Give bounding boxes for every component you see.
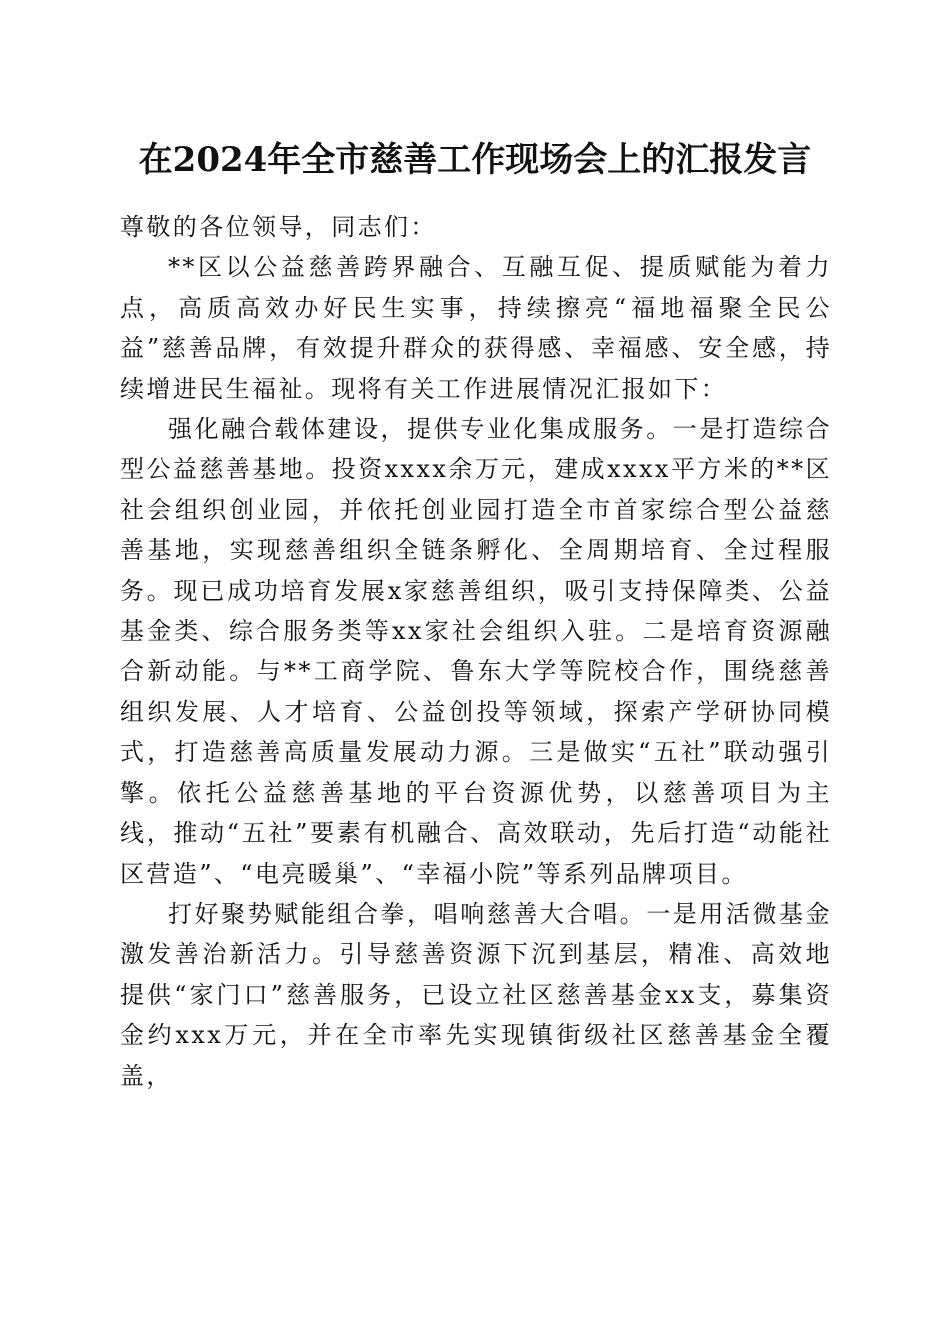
document-body	[120, 207, 832, 1096]
paragraph-empowerment: 打好聚势赋能组合拳，唱响慈善大合唱。一是用活微基金激发善治新活力。引导慈善资源下沉到基层，精准、高效地提供“家门口”慈善服务，已设立社区慈善基金xx支，募集资金约xxx万元，并在全市率先实现镇街级社区慈善基金全覆盖，	[120, 899, 832, 1090]
document-title: 在2024年全市慈善工作现场会上的汇报发言	[138, 140, 812, 180]
paragraph-integration-carrier: 强化融合载体建设，提供专业化集成服务。一是打造综合型公益慈善基地。投资xxxx余万元，建成xxxx平方米的**区社会组织创业园，并依托创业园打造全市首家综合型公益慈善基地，实现慈善组织全链条孵化、全周期培育、全过程服务。现已成功培育发展x家慈善组织，吸引支持保障类、公益基金类、综合服务类等xx家社会组织入驻。二是培育资源融合新动能。与**工商学院、鲁东大学等院校合作，围绕慈善组织发展、人才培育、公益创投等领域，探索产学研协同模式，打造慈善高质量发展动力源。三是做实“五社”联动强引擎。依托公益慈善基地的平台资源优势，以慈善项目为主线，推动“五社”要素有机融合、高效联动，先后打造“动能社区营造”、“电亮暖巢”、“幸福小院”等系列品牌项目。	[120, 415, 832, 888]
salutation: 尊敬的各位领导，同志们：	[120, 213, 437, 241]
paragraph-intro: **区以公益慈善跨界融合、互融互促、提质赋能为着力点，高质高效办好民生实事，持续擦亮“福地福聚全民公益”慈善品牌，有效提升群众的获得感、幸福感、安全感，持续增进民生福祉。现将有关工作进展情况汇报如下：	[120, 253, 832, 403]
